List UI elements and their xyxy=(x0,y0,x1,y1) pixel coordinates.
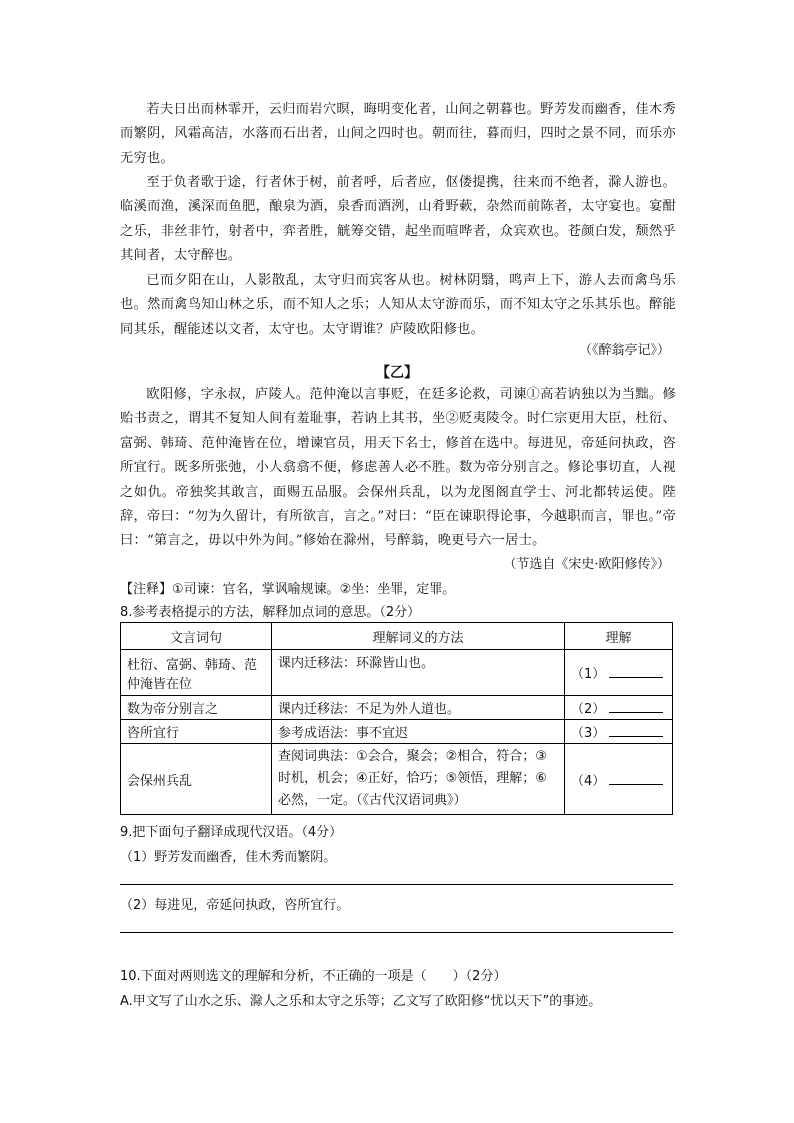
answer-cell[interactable] xyxy=(565,720,673,744)
method-cell: 课内迁移法：不足为外人道也。 xyxy=(272,696,565,720)
method-cell: 课内迁移法：环滁皆山也。 xyxy=(272,650,565,696)
jia-paragraph-2: 至于负者歌于途，行者休于树，前者呼，后者应，伛偻提携，往来而不绝者，滁人游也。临溪而渔，溪深而鱼肥，酿泉为酒，泉香而酒洌，山肴野蔌，杂然而前陈者，太守宴也。宴酣之乐，非丝非竹，射者中，弈者胜，觥筹交错，起坐而喧哗者，众宾欢也。苍颜白发，颓然乎其间者，太守醉也。 xyxy=(120,175,676,264)
notes: 【注释】①司谏：官名，掌讽喻规谏。②坐：坐罪，定罪。 xyxy=(120,582,456,597)
jia-paragraph-1: 若夫日出而林霏开，云归而岩穴暝，晦明变化者，山间之朝暮也。野芳发而幽香，佳木秀而繁阴，风霜高洁，水落而石出者，山间之四时也。朝而往，暮而归，四时之景不同，而乐亦无穷也。 xyxy=(120,102,676,166)
answer-cell[interactable] xyxy=(565,744,673,815)
q9-sentence-1: （1）野芳发而幽香，佳木秀而繁阴。 xyxy=(120,850,337,865)
answer-blank[interactable] xyxy=(609,665,663,678)
table-row xyxy=(121,744,673,815)
phrase-cell: 数为帝分别言之 xyxy=(121,696,272,720)
table-header-row xyxy=(121,623,673,650)
q9-sentence-2: （2）每进见，帝延问执政，咨所宜行。 xyxy=(120,898,350,913)
yi-paragraph: 欧阳修，字永叔，庐陵人。范仲淹以言事贬，在廷多论救，司谏①高若讷独以为当黜。修贻书责之，谓其不复知人间有羞耻事，若讷上其书，坐②贬夷陵令。时仁宗更用大臣，杜衍、富弼、韩琦、范仲淹皆在位，增谏官员，用天下名士，修首在选中。每进见，帝延问执政，咨所宜行。既多所张弛，小人翕翕不便，修虑善人必不胜。数为帝分别言之。修论事切直，人视之如仇。帝独奖其敢言，面赐五品服。会保州兵乱，以为龙图阁直学士、河北都转运使。陛辞，帝曰：“勿为久留计，有所欲言，言之。”对曰：“臣在谏职得论事，今越职而言，罪也。”帝曰：“第言之，毋以中外为间。”修始在滁州，号醉翁，晚更号六一居士。 xyxy=(120,387,676,549)
q9-prompt: 9.把下面句子翻译成现代汉语。（4分） xyxy=(120,825,343,840)
table-row xyxy=(121,720,673,744)
q8-table xyxy=(120,622,673,815)
answer-line[interactable] xyxy=(120,932,673,933)
answer-label: （4） xyxy=(571,773,606,789)
answer-blank[interactable] xyxy=(609,724,663,737)
table-row xyxy=(121,696,673,720)
q10-option-a[interactable]: A.甲文写了山水之乐、滁人之乐和太守之乐等；乙文写了欧阳修“忧以天下”的事迹。 xyxy=(120,994,602,1009)
answer-blank[interactable] xyxy=(609,700,663,713)
column-header: 文言词句 xyxy=(121,623,272,650)
answer-line[interactable] xyxy=(120,884,673,885)
phrase-cell: 杜衍、富弼、韩琦、范仲淹皆在位 xyxy=(121,650,272,696)
answer-cell[interactable] xyxy=(565,696,673,720)
yi-heading: 【乙】 xyxy=(376,365,418,381)
q8-prompt: 8.参考表格提示的方法，解释加点词的意思。（2分） xyxy=(120,605,421,620)
q10-prompt: 10.下面对两则选文的理解和分析，不正确的一项是（ ）（2分） xyxy=(120,969,507,984)
answer-label: （1） xyxy=(571,667,606,682)
answer-cell[interactable] xyxy=(565,650,673,696)
column-header: 理解 xyxy=(565,623,673,650)
answer-label: （2） xyxy=(571,702,606,717)
table-row xyxy=(121,650,673,696)
answer-blank[interactable] xyxy=(609,772,663,785)
answer-label: （3） xyxy=(571,726,606,741)
jia-paragraph-3: 已而夕阳在山，人影散乱，太守归而宾客从也。树林阴翳，鸣声上下，游人去而禽鸟乐也。然而禽鸟知山林之乐，而不知人之乐；人知从太守游而乐，而不知太守之乐其乐也。醉能同其乐，醒能述以文者，太守也。太守谓谁？庐陵欧阳修也。 xyxy=(120,273,676,337)
method-cell: 查阅词典法：①会合，聚会；②相合，符合；③时机，机会；④正好，恰巧；⑤领悟，理解；⑥必然，一定。（《古代汉语词典》） xyxy=(272,744,565,815)
phrase-cell: 咨所宜行 xyxy=(121,720,272,744)
method-cell: 参考成语法：事不宜迟 xyxy=(272,720,565,744)
jia-source: （《醉翁亭记》） xyxy=(578,343,670,358)
column-header: 理解词义的方法 xyxy=(272,623,565,650)
phrase-cell: 会保州兵乱 xyxy=(121,744,272,815)
yi-source: （节选自《宋史·欧阳修传》） xyxy=(503,557,670,572)
